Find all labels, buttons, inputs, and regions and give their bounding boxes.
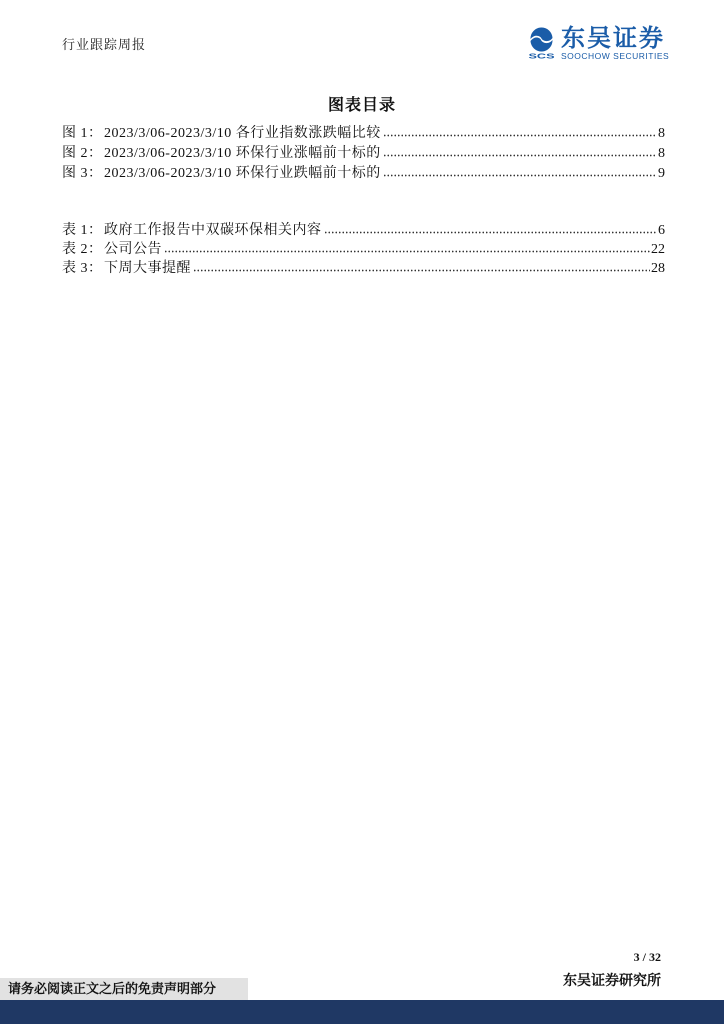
dot-leader <box>164 250 650 253</box>
toc-entry-label: 图 1： <box>62 126 103 141</box>
logo-name-en: SOOCHOW SECURITIES <box>561 51 670 61</box>
logo-name-cn: 东吴证券 <box>561 25 665 52</box>
toc-table-entry[interactable] <box>62 240 665 259</box>
toc-table-entry[interactable] <box>62 259 665 278</box>
toc-entry-page: 28 <box>651 261 665 276</box>
dot-leader <box>383 154 657 157</box>
page-indicator: 3 / 32 <box>633 950 661 964</box>
figure-list <box>62 124 665 184</box>
toc-entry-label: 图 2： <box>62 146 103 161</box>
toc-entry-page: 6 <box>658 223 665 238</box>
toc-entry-title: 政府工作报告中双碳环保相关内容 <box>104 223 322 238</box>
toc-entry-title: 2023/3/06-2023/3/10 环保行业涨幅前十标的 <box>104 146 381 161</box>
toc-entry-page: 8 <box>658 146 665 161</box>
footer-band <box>0 1000 724 1024</box>
dot-leader <box>383 174 657 177</box>
toc-entry-title: 下周大事提醒 <box>104 261 191 276</box>
toc-figure-entry[interactable] <box>62 164 665 184</box>
toc-entry-title: 2023/3/06-2023/3/10 环保行业跌幅前十标的 <box>104 166 381 181</box>
institute-name: 东吴证券研究所 <box>563 974 661 989</box>
toc-entry-label: 表 2： <box>62 242 103 257</box>
toc-entry-label: 表 3： <box>62 261 103 276</box>
dot-leader <box>324 231 658 234</box>
dot-leader <box>193 269 650 272</box>
toc-figure-entry[interactable] <box>62 124 665 144</box>
company-logo <box>526 27 672 63</box>
toc-entry-page: 8 <box>658 126 665 141</box>
toc-entry-page: 22 <box>651 242 665 257</box>
disclaimer-tab <box>0 978 248 1000</box>
toc-entry-label: 图 3： <box>62 166 103 181</box>
table-list <box>62 221 665 278</box>
dot-leader <box>383 134 657 137</box>
toc-title: 图表目录 <box>327 97 396 114</box>
logo-mark-text: SCS <box>528 51 555 59</box>
toc-table-entry[interactable] <box>62 221 665 240</box>
toc-entry-label: 表 1： <box>62 223 103 238</box>
toc-figure-entry[interactable] <box>62 144 665 164</box>
toc-entry-title: 公司公告 <box>104 242 162 257</box>
report-type-label: 行业跟踪周报 <box>62 37 147 52</box>
disclaimer-text: 请务必阅读正文之后的免责声明部分 <box>8 981 217 996</box>
swirl-logo-icon <box>526 27 557 59</box>
toc-entry-page: 9 <box>658 166 665 181</box>
toc-entry-title: 2023/3/06-2023/3/10 各行业指数涨跌幅比较 <box>104 126 381 141</box>
